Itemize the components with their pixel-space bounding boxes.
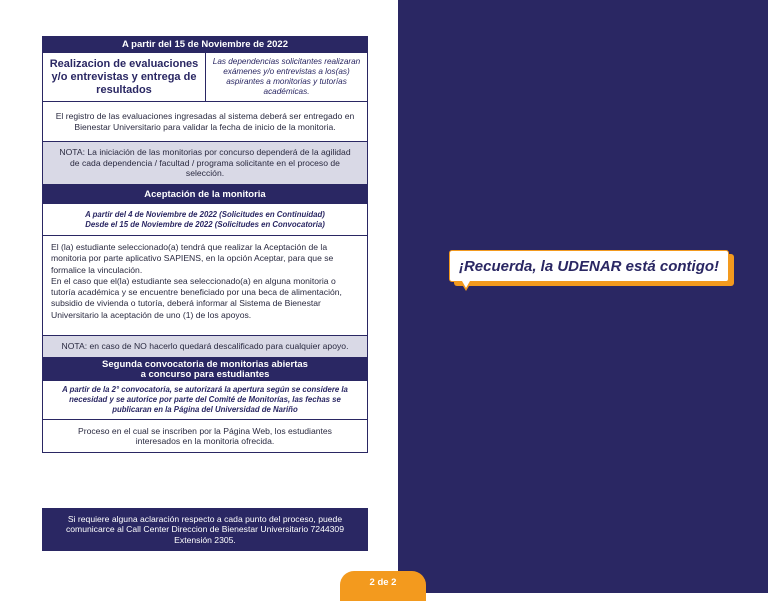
slogan-bubble (449, 250, 729, 282)
registration-note-text: El registro de las evaluaciones ingresadas al sistema deberá ser entregado en Bienestar Universitario para validar la fecha de inicio de la monitoria. (55, 111, 355, 132)
acceptance-paragraph-2: En el caso que el(la) estudiante sea seleccionado(a) en alguna monitoria o tutoría académica y se encuentre beneficiado por una beca de alimentación, subsidio de vivienda o tutoría, deberá informar al Sistema de Bienestar Universitario la aceptación de uno (1) de los apoyos. (51, 275, 342, 320)
second-call-description (42, 381, 368, 420)
acceptance-details (42, 236, 368, 336)
contact-footer (42, 508, 368, 551)
disqualification-note-text: NOTA: en caso de NO hacerlo quedará descalificado para cualquier apoyo. (61, 341, 349, 352)
evaluation-row (42, 53, 368, 102)
evaluation-title: Realizacion de evaluaciones y/o entrevistas y entrega de resultados (43, 53, 206, 101)
web-registration-note (42, 420, 368, 453)
slogan-text: ¡Recuerda, la UDENAR está contigo! (458, 257, 720, 275)
right-page-background (398, 0, 768, 593)
disqualification-note (42, 336, 368, 358)
acceptance-dates (42, 204, 368, 236)
second-call-band-line1: Segunda convocatoria de monitorias abiertas (102, 358, 308, 370)
initiation-note-text: NOTA: La iniciación de las monitorias por concurso dependerá de la agilidad de cada dependencia / facultad / programa solicitante en el proceso de selección. (59, 147, 351, 179)
second-call-band (42, 358, 368, 381)
acceptance-date-continuity: A partir del 4 de Noviembre de 2022 (Solicitudes en Continuidad) (85, 209, 325, 219)
acceptance-band-text: Aceptación de la monitoria (144, 188, 266, 200)
date-band-15-nov (42, 36, 368, 53)
page-indicator-text: 2 de 2 (369, 577, 397, 588)
acceptance-band (42, 185, 368, 204)
second-call-description-text: A partir de la 2° convocatoria, se autorizará la apertura según se considere la necesidad y se autorice por parte del Comité de Monitorías, las fechas se publicaran en la Página del Universidad de Nariño (62, 385, 348, 414)
evaluation-description: Las dependencias solicitantes realizaran exámenes y/o entrevistas a los(as) aspirantes a monitorias y tutorías académicas. (212, 57, 361, 96)
acceptance-date-convocatoria: Desde el 15 de Noviembre de 2022 (Solicitudes en Convocatoria) (85, 219, 325, 229)
date-band-15-nov-text: A partir del 15 de Noviembre de 2022 (122, 38, 288, 50)
initiation-note (42, 142, 368, 185)
contact-footer-text: Si requiere alguna aclaración respecto a cada punto del proceso, puede comunicarce al Call Center Direccion de Bienestar Universitario 7244309 Extensión 2305. (65, 513, 344, 545)
registration-note (42, 102, 368, 142)
page-indicator (340, 571, 426, 601)
slogan-bubble-tail-inner (462, 281, 470, 288)
web-registration-note-text: Proceso en el cual se inscriben por la Página Web, los estudiantes interesados en la monitoria ofrecida. (78, 425, 332, 446)
acceptance-paragraph-1: El (la) estudiante seleccionado(a) tendrá que realizar la Aceptación de la monitoria por parte aplicativo SAPIENS, en la opción Aceptar, para que se formalice la vinculación. (51, 242, 334, 275)
second-call-band-line2: a concurso para estudiantes (140, 368, 270, 380)
